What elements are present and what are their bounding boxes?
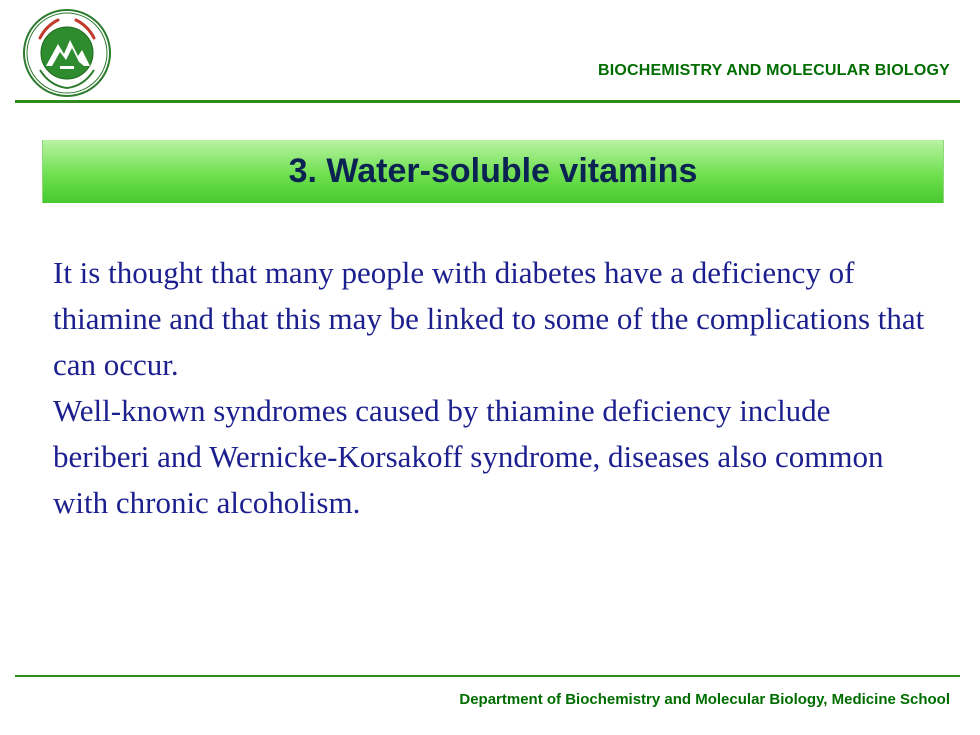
course-title: BIOCHEMISTRY AND MOLECULAR BIOLOGY <box>598 62 950 79</box>
footer-divider <box>15 675 960 677</box>
body-paragraph-1: It is thought that many people with diabetes have a deficiency of thiamine and that this may be linked to some of the complications that can occur. <box>53 255 925 382</box>
university-seal-icon <box>22 8 112 98</box>
body-paragraph-2: Well-known syndromes caused by thiamine deficiency include beriberi and Wernicke-Korsakoff syndrome, diseases also common with chronic alcoholism. <box>53 393 884 520</box>
slide-body <box>53 250 933 526</box>
section-title-banner <box>42 140 944 203</box>
header-divider <box>15 100 960 103</box>
section-title: 3. Water-soluble vitamins <box>288 152 698 190</box>
footer-department: Department of Biochemistry and Molecular Biology, Medicine School <box>459 691 950 708</box>
